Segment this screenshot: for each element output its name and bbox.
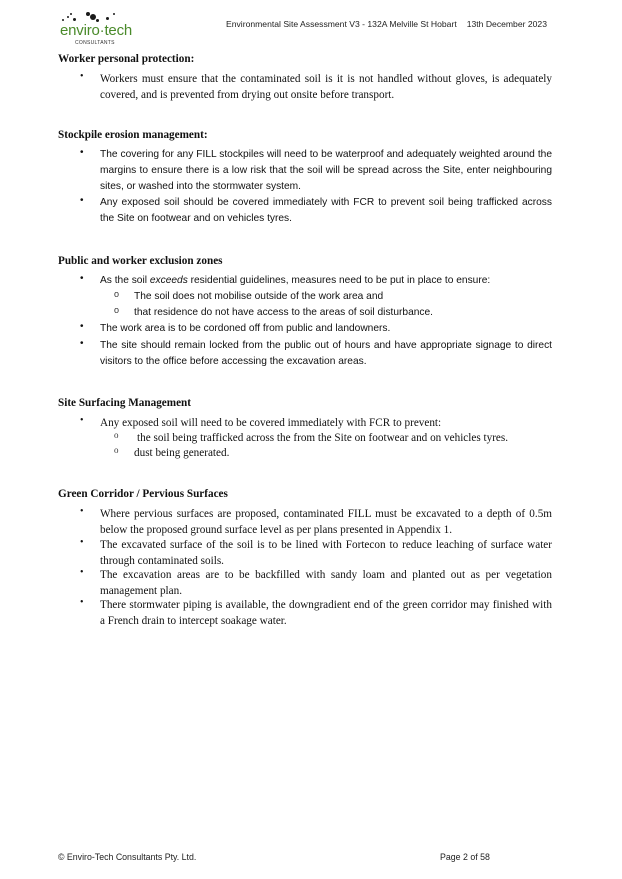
sub-list-item-text: the soil being trafficked across the from the Site on footwear and on vehicles tyres. xyxy=(137,432,509,444)
bullet-icon: • xyxy=(80,147,84,158)
document-date: 13th December 2023 xyxy=(466,19,547,29)
company-logo xyxy=(58,10,133,46)
sub-list-item-text: dust being generated. xyxy=(134,447,230,459)
list-item-text: The work area is to be cordoned off from public and landowners. xyxy=(100,323,391,334)
list-item-text: Any exposed soil should be covered immediately with FCR to prevent soil being trafficked across the Site on footwear and on vehicles tyres. xyxy=(100,197,552,224)
bullet-icon: • xyxy=(80,506,84,517)
list-item-text: Any exposed soil will need to be covered immediately with FCR to prevent: xyxy=(100,417,442,429)
list-item-text: The site should remain locked from the public out of hours and have appropriate signage to direct visitors to the office before accessing the excavation areas. xyxy=(100,340,552,367)
emphasis-text: exceeds xyxy=(149,275,188,286)
bullet-icon: • xyxy=(80,71,84,82)
list-item-text: Where pervious surfaces are proposed, contaminated FILL must be excavated to a depth of 0.5m below the proposed ground surface level as per plans presented in Appendix 1. xyxy=(100,508,552,536)
bullet-icon: • xyxy=(80,597,84,608)
bullet-icon: • xyxy=(80,537,84,548)
list-item-text: The excavated surface of the soil is to be lined with Fortecon to reduce leaching of surface water through contaminated soils. xyxy=(100,539,552,567)
bullet-icon: • xyxy=(80,321,84,332)
list-item-text: As the soil exceeds residential guidelines, measures need to be put in place to ensure: xyxy=(100,275,491,286)
list-item-text: Workers must ensure that the contaminated soil is it is not handled without gloves, is adequately covered, and is prevented from drying out onsite before transport. xyxy=(100,73,552,101)
list-item-text: The covering for any FILL stockpiles will need to be waterproof and adequately weighted around the margins to ensure there is a low risk that the soil will be spread across the Site, enter neighbouring sites, or washed into the stormwater system. xyxy=(100,149,552,192)
hollow-bullet-icon: o xyxy=(114,445,119,455)
hollow-bullet-icon: o xyxy=(114,430,119,440)
bullet-icon: • xyxy=(80,195,84,206)
list-item-text: The excavation areas are to be backfilled with sandy loam and planted out as per vegetation management plan. xyxy=(100,569,552,597)
hollow-bullet-icon: o xyxy=(114,289,120,299)
bullet-icon: • xyxy=(80,567,84,578)
running-header xyxy=(226,19,547,29)
list-item-text: There stormwater piping is available, the downgradient end of the green corridor may finished with a French drain to intercept soakage water. xyxy=(100,599,552,627)
bullet-icon: • xyxy=(80,415,84,426)
bullet-icon: • xyxy=(80,338,84,349)
sub-list-item-text: that residence do not have access to the areas of soil disturbance. xyxy=(134,307,434,318)
footer-copyright: © Enviro-Tech Consultants Pty. Ltd. xyxy=(58,852,197,862)
section-heading-stockpile-erosion: Stockpile erosion management: xyxy=(58,129,208,141)
section-heading-worker-protection: Worker personal protection: xyxy=(58,53,195,65)
hollow-bullet-icon: o xyxy=(114,305,120,315)
section-heading-exclusion-zones: Public and worker exclusion zones xyxy=(58,255,223,267)
section-heading-site-surfacing: Site Surfacing Management xyxy=(58,397,191,409)
page-number: Page 2 of 58 xyxy=(440,852,490,862)
bullet-icon: • xyxy=(80,273,84,284)
document-title: Environmental Site Assessment V3 - 132A Melville St Hobart xyxy=(226,19,457,29)
section-heading-green-corridor: Green Corridor / Pervious Surfaces xyxy=(58,488,228,500)
logo-wordmark: enviro·tech xyxy=(60,22,133,39)
logo-subtitle: CONSULTANTS xyxy=(75,40,115,46)
sub-list-item-text: The soil does not mobilise outside of the work area and xyxy=(134,291,384,302)
